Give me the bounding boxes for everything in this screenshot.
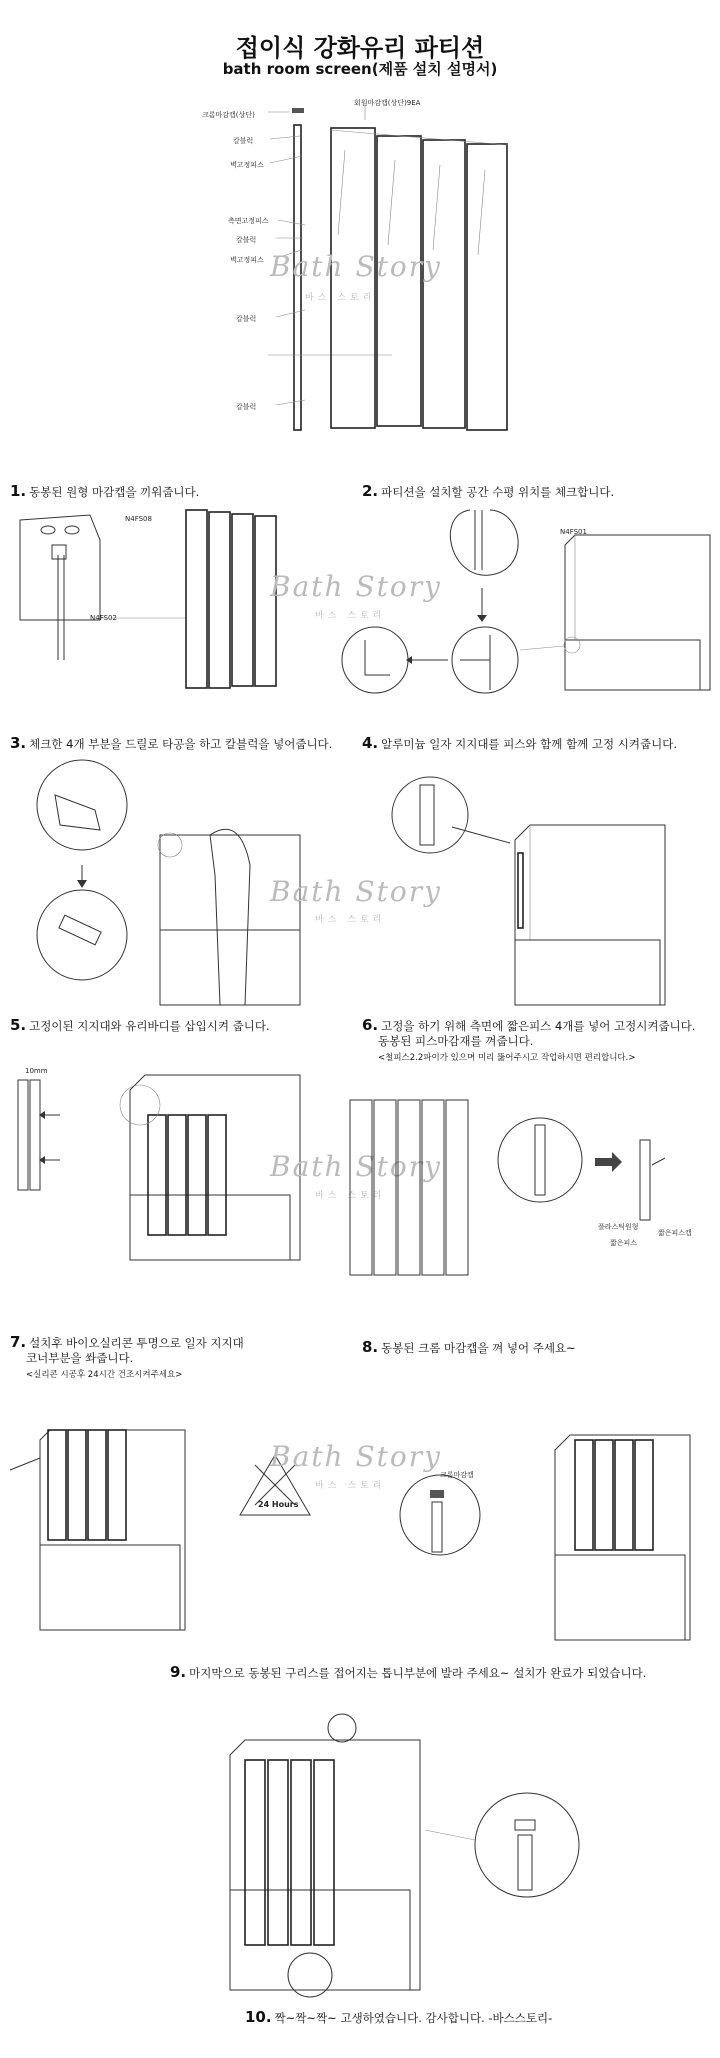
step-9-figure [0, 1690, 720, 2010]
part-label: 칼블럭 [236, 403, 257, 411]
part-label: 칼블럭 [236, 315, 257, 323]
part-label: 벽고정피스 [230, 256, 264, 264]
part-label: 크롬마감캡(상단) [202, 111, 255, 119]
page-title: 접이식 강화유리 파티션 [235, 34, 485, 62]
part-label: 칼블럭 [233, 137, 254, 145]
watermark-sub: 바스 스토리 [305, 293, 376, 303]
step-text: 고정이된 지지대와 유리바디를 삽입시켜 줍니다. [29, 1019, 270, 1033]
watermark-sub: 바스 스토리 [315, 915, 386, 925]
page-subtitle: bath room screen(제품 설치 설명서) [222, 60, 498, 78]
step-text: 고정을 하기 위해 측면에 짧은피스 4개를 넣어 고정시켜줍니다. [381, 1019, 696, 1033]
step-number: 3. [10, 734, 27, 752]
part-label: 칼블럭 [236, 236, 257, 244]
step-number: 1. [10, 482, 27, 500]
step-3 [10, 736, 332, 752]
step-6 [362, 1018, 695, 1066]
step-number: 7. [10, 1333, 27, 1351]
step-number: 8. [362, 1338, 379, 1356]
watermark-sub: 바스 스토리 [315, 1481, 386, 1491]
watermark: Bath Story [270, 570, 442, 603]
step-10 [245, 2010, 552, 2026]
step-number: 4. [362, 734, 379, 752]
step-text-2: 동봉된 피스마감재를 껴줍니다. [378, 1034, 534, 1048]
watermark: Bath Story [270, 875, 442, 908]
watermark: Bath Story [270, 1440, 442, 1473]
step-8 [362, 1340, 576, 1356]
step-6-figure [340, 1070, 720, 1300]
fig-label: 짧은피스 [610, 1239, 638, 1247]
step-number: 6. [362, 1016, 379, 1034]
part-label: 측면고정피스 [228, 217, 269, 225]
fig-label: N4FS08 [125, 515, 152, 523]
fig-label: 크롬마감캡 [440, 1471, 474, 1479]
step-text: 파티션을 설치할 공간 수평 위치를 체크합니다. [381, 485, 615, 499]
watermark-sub: 바스 스토리 [315, 1191, 386, 1201]
step-text: 동봉된 크롬 마감캡을 껴 넣어 주세요~ [381, 1341, 576, 1355]
watermark: Bath Story [270, 250, 442, 283]
fig-label: 10mm [25, 1067, 48, 1075]
step-number: 9. [170, 1663, 187, 1681]
step-9 [170, 1665, 646, 1681]
step-7-figure [0, 1400, 360, 1660]
step-5 [10, 1018, 270, 1034]
fig-label: 플라스틱원형 [598, 1223, 639, 1231]
step-number: 2. [362, 482, 379, 500]
fig-label-hours: 24 Hours [258, 1500, 299, 1509]
step-2-figure [340, 500, 720, 710]
step-2 [362, 484, 614, 500]
fig-label: N4FS01 [560, 528, 587, 536]
watermark-sub: 바스 스토리 [315, 611, 386, 621]
part-label: 벽고정피스 [230, 161, 264, 169]
fig-label: 짧은피스캡 [658, 1229, 692, 1237]
step-number: 5. [10, 1016, 27, 1034]
part-label-top-caps: 회원마감캡(상단)9EA [354, 99, 421, 107]
fig-label: N4FS02 [90, 614, 117, 622]
step-note: <철피스2.2파이가 있으며 미리 뚫어주시고 작업하시면 편리합니다.> [378, 1053, 636, 1063]
step-number: 10. [245, 2008, 272, 2026]
watermark: Bath Story [270, 1150, 442, 1183]
step-text: 체크한 4개 부분을 드릴로 타공을 하고 칼블럭을 넣어줍니다. [29, 737, 333, 751]
step-8-figure [360, 1410, 720, 1650]
step-text: 동봉된 원형 마감캡을 끼워줍니다. [29, 485, 200, 499]
parts-diagram [0, 0, 720, 470]
step-text-2: 코너부분을 쏴줍니다. [26, 1351, 134, 1365]
step-7 [10, 1335, 244, 1383]
step-4 [362, 736, 677, 752]
step-text: 마지막으로 동봉된 구리스를 접어지는 톱니부분에 발라 주세요~ 설치가 완료가 되었습니다. [189, 1666, 647, 1680]
step-text: 알루미늄 일자 지지대를 피스와 함께 함께 고정 시켜줍니다. [381, 737, 677, 751]
step-note: <실리콘 시공후 24시간 건조시켜주세요> [26, 1370, 183, 1380]
step-1 [10, 484, 199, 500]
step-text: 설치후 바이오실리콘 투명으로 일자 지지대 [29, 1336, 244, 1350]
step-4-figure [360, 755, 720, 1005]
step-text: 짝~짝~짝~ 고생하였습니다. 감사합니다. -바스스토리- [274, 2011, 553, 2025]
